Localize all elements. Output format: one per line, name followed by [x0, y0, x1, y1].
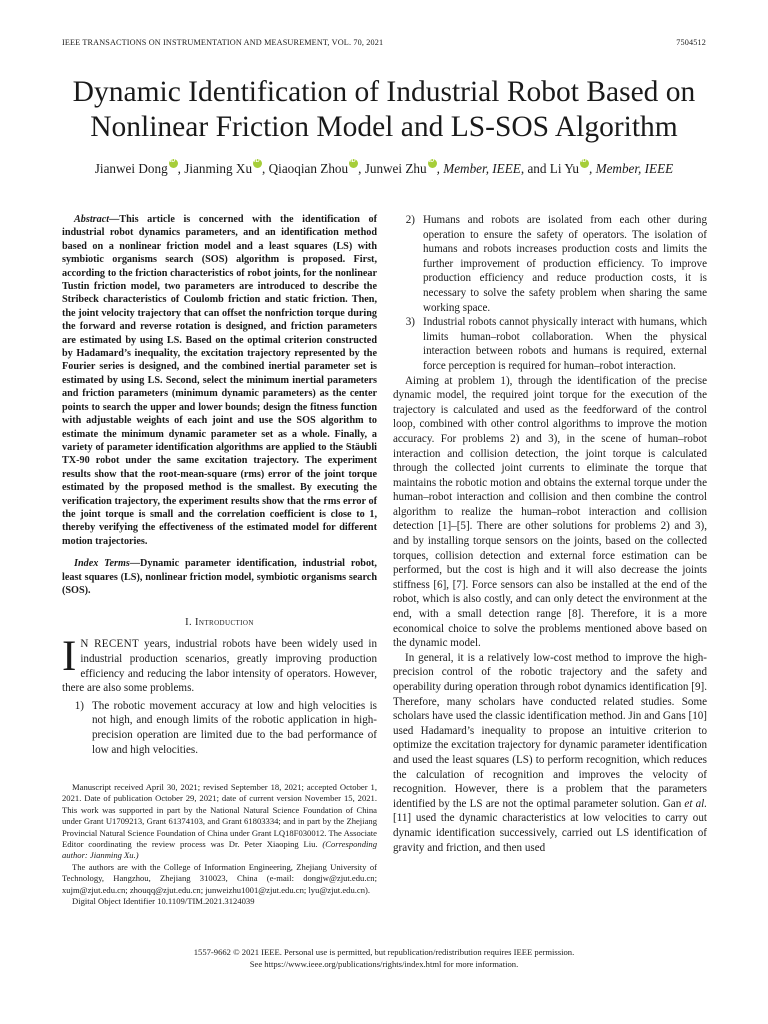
- list-item: [393, 315, 707, 373]
- problem-list-left: [62, 699, 377, 757]
- intro-paragraph-1-text: years, industrial robots have been widely used in industrial production scenarios, greatly improving production efficiency and reducing the labor intensity of operators. However, there are also some problems.: [62, 638, 377, 695]
- list-item: [62, 699, 377, 757]
- author-list: [30, 159, 738, 177]
- intro-paragraph-3: [393, 651, 707, 855]
- intro-paragraph-2: Aiming at problem 1), through the identification of the precise dynamic model, the required joint torque for the execution of the trajectory is calculated and used as the feedforward of the control loop, combined with other control algorithms to improve the motion accuracy. For problems 2) and 3), in the scene of human–robot interaction and collision detection, the joint torque is calculated through the collected joint currents to eliminate the torque that maintains the robotic motion and obtains the external torque under the human–robot interaction and collision and then combine the control algorithm to realize the human–robot interaction and collision detection [1]–[5]. There are other solutions for problems 2) and 3), and by installing torque sensors on the joints, based on the collected torques, collision detection and external force estimation can be performed, but the cost is high and it will also decrease the joints stiffness [6], [7]. Force sensors can also be installed at the end of the robot, which is also costly, and can only detect the environment at the end, with a small detection range [8]. Therefore, it is a more economical choice to solve the problems mentioned above based on the dynamic model.: [393, 374, 707, 650]
- corresponding-author: (Corresponding author: Jianming Xu.): [62, 839, 377, 861]
- running-header: [62, 38, 706, 50]
- title-line-1: Dynamic Identification of Industrial Robot Based on: [72, 76, 696, 108]
- et-al: et al.: [684, 797, 707, 810]
- list-text: Humans and robots are isolated from each other during operation to ensure the safety of operators. The isolation of humans and robots increases production costs and limits the further improvement of production efficiency. To improve production efficiency and reduce production costs, it is necessary to solve the safety problem when sharing the same working space.: [423, 214, 707, 314]
- intro-paragraph-3-cont: Gan: [662, 797, 685, 810]
- member-label: , Member, IEEE: [588, 161, 674, 176]
- footnote: [62, 782, 377, 907]
- author-name: , Jianming Xu: [177, 161, 253, 176]
- abstract-dash: —: [109, 214, 120, 225]
- index-terms-text: Dynamic parameter identification, industrial robot, least squares (LS), nonlinear friction model, symbiotic organisms search (SOS).: [62, 558, 377, 596]
- list-number: 2): [405, 214, 415, 226]
- intro-paragraph-3-text: In general, it is a relatively low-cost method to improve the high-precision control of the robotic trajectory and the safety and operability during operation through robot dynamics identification [9]. Therefore, many scholars have conducted related studies. Some scholars have used the classic identification method. Jin and Gans [10] used Hadamard’s inequality to propose an intuitive criterion to optimize the excitation trajectory for dynamic parameter identification and used the least squares (LS) to perform recognition, which reduces the calculation of recognition and improves the velocity of recognition. However, there is a problem that the parameters identified by the LS are not the optimal parameter solution.: [393, 651, 707, 810]
- intro-paragraph-1: [62, 633, 377, 695]
- copyright-line-1: 1557-9662 © 2021 IEEE. Personal use is permitted, but republication/redistribution requires IEEE permission.: [193, 947, 575, 957]
- orcid-icon[interactable]: [349, 159, 358, 168]
- list-number: 1): [74, 699, 84, 712]
- list-text: The robotic movement accuracy at low and high velocities is not high, and enough limits of the robotic application in high-precision operation are limited due to the bad performance of low and high velocities.: [92, 699, 377, 756]
- section-title: Introduction: [195, 617, 254, 629]
- copyright-line-2: See https://www.ieee.org/publications/rights/index.html for more information.: [249, 958, 519, 969]
- author-name: , Junwei Zhu: [358, 161, 427, 176]
- right-column: [393, 213, 707, 855]
- copyright-notice: [62, 947, 706, 970]
- footnote-manuscript: [62, 782, 377, 862]
- orcid-icon[interactable]: [169, 159, 178, 168]
- footnote-doi: Digital Object Identifier 10.1109/TIM.2021.3124039: [72, 896, 255, 907]
- list-text: Industrial robots cannot physically interact with humans, which limits human–robot collaboration. When the physical interaction between robots and humans is required, external force perception is required for human–robot interaction.: [423, 316, 707, 372]
- index-terms-label: Index Terms: [74, 558, 130, 570]
- abstract: [62, 213, 377, 548]
- abstract-text: This article is concerned with the identification of industrial robot dynamics parameters, and an identification method based on a nonlinear friction model and a least squares (LS) with symbiotic organisms search (SOS) algorithm is proposed. First, according to the friction characteristics of robot joints, for the nonlinear Tustin friction model, two parameters are introduced to describe the Stribeck characteristics of Coulomb friction and static friction. Then, the joint velocity trajectory that can offset the nonfriction torque during the forward and reverse rotation is designed, and friction parameters are estimated by using LS. Based on the optimal criterion constructed by Hadamard’s inequality, the excitation trajectory represented by the Fourier series is designed, and the combined inertial parameter set is estimated by using LS. Second, select the minimum inertial parameters and friction parameters (minimum dynamic parameters) as the center points to search the upper and lower bounds; design the fitness function with adjustable weights of each joint and use the SOS algorithm to estimate the minimum dynamic parameter set as a whole. Finally, a variety of parameter identification algorithms are applied to the Stäubli TX-90 robot under the same excitation trajectory. The experiment results show that the root-mean-square (rms) error of the joint torque estimated by the proposed method is the smallest. By executing the verification trajectory, the experiment results show that the rms error of the joint torque is small and the correlation coefficient is close to 1, thereby verifying the effectiveness of the estimated model for different motion trajectories.: [62, 214, 377, 547]
- footnote-affiliation: The authors are with the College of Information Engineering, Zhejiang University of Technology, Hangzhou, Zhejiang 310023, China (e-mail: dongjw@zjut.edu.cn; xujm@zjut.edu.cn; zhouqq@zjut.edu.cn; junweizhu1001@zjut.edu.cn; lyu@zjut.edu.cn).: [62, 861, 377, 895]
- index-terms-dash: —: [129, 558, 141, 570]
- orcid-icon[interactable]: [253, 159, 262, 168]
- paper-title: [40, 75, 728, 145]
- author-name: Jianwei Dong: [94, 161, 168, 176]
- author-name: , Qiaoqian Zhou: [262, 161, 349, 176]
- index-terms: [62, 557, 377, 597]
- author-name: , and Li Yu: [520, 161, 579, 176]
- orcid-icon[interactable]: [580, 159, 589, 168]
- abstract-label: Abstract: [74, 214, 110, 225]
- intro-lead-caps: N RECENT: [80, 638, 140, 651]
- section-heading: [62, 617, 377, 628]
- left-column: [62, 213, 377, 757]
- journal-name: IEEE TRANSACTIONS ON INSTRUMENTATION AND MEASUREMENT, VOL. 70, 2021: [62, 38, 384, 47]
- list-number: 3): [405, 316, 415, 329]
- title-line-2: Nonlinear Friction Model and LS-SOS Algorithm: [90, 111, 678, 143]
- section-number: I.: [185, 617, 196, 629]
- orcid-icon[interactable]: [428, 159, 437, 168]
- drop-cap: I: [62, 633, 77, 681]
- member-label: , Member, IEEE: [436, 161, 521, 176]
- problem-list-right: [393, 213, 707, 374]
- intro-paragraph-3-end: [11] used the dynamic characteristics at low velocities to carry out dynamic identification successively, carried out LS identification of gravity and friction, and then used: [393, 812, 707, 854]
- list-item: [393, 213, 707, 315]
- article-number: 7504512: [676, 38, 706, 47]
- footnote-manuscript-text: Manuscript received April 30, 2021; revised September 18, 2021; accepted October 1, 2021. Date of publication October 29, 2021; date of current version November 15, 2021. This work was supported in part by the National Natural Science Foundation of China under Grant U1709213, Grant 61374103, and Grant 61803334; and in part by the Zhejiang Provincial Natural Science Foundation of China under Grant LQ18F030012. The Associate Editor coordinating the review process was Dr. Peter Xiaoping Liu.: [62, 782, 377, 850]
